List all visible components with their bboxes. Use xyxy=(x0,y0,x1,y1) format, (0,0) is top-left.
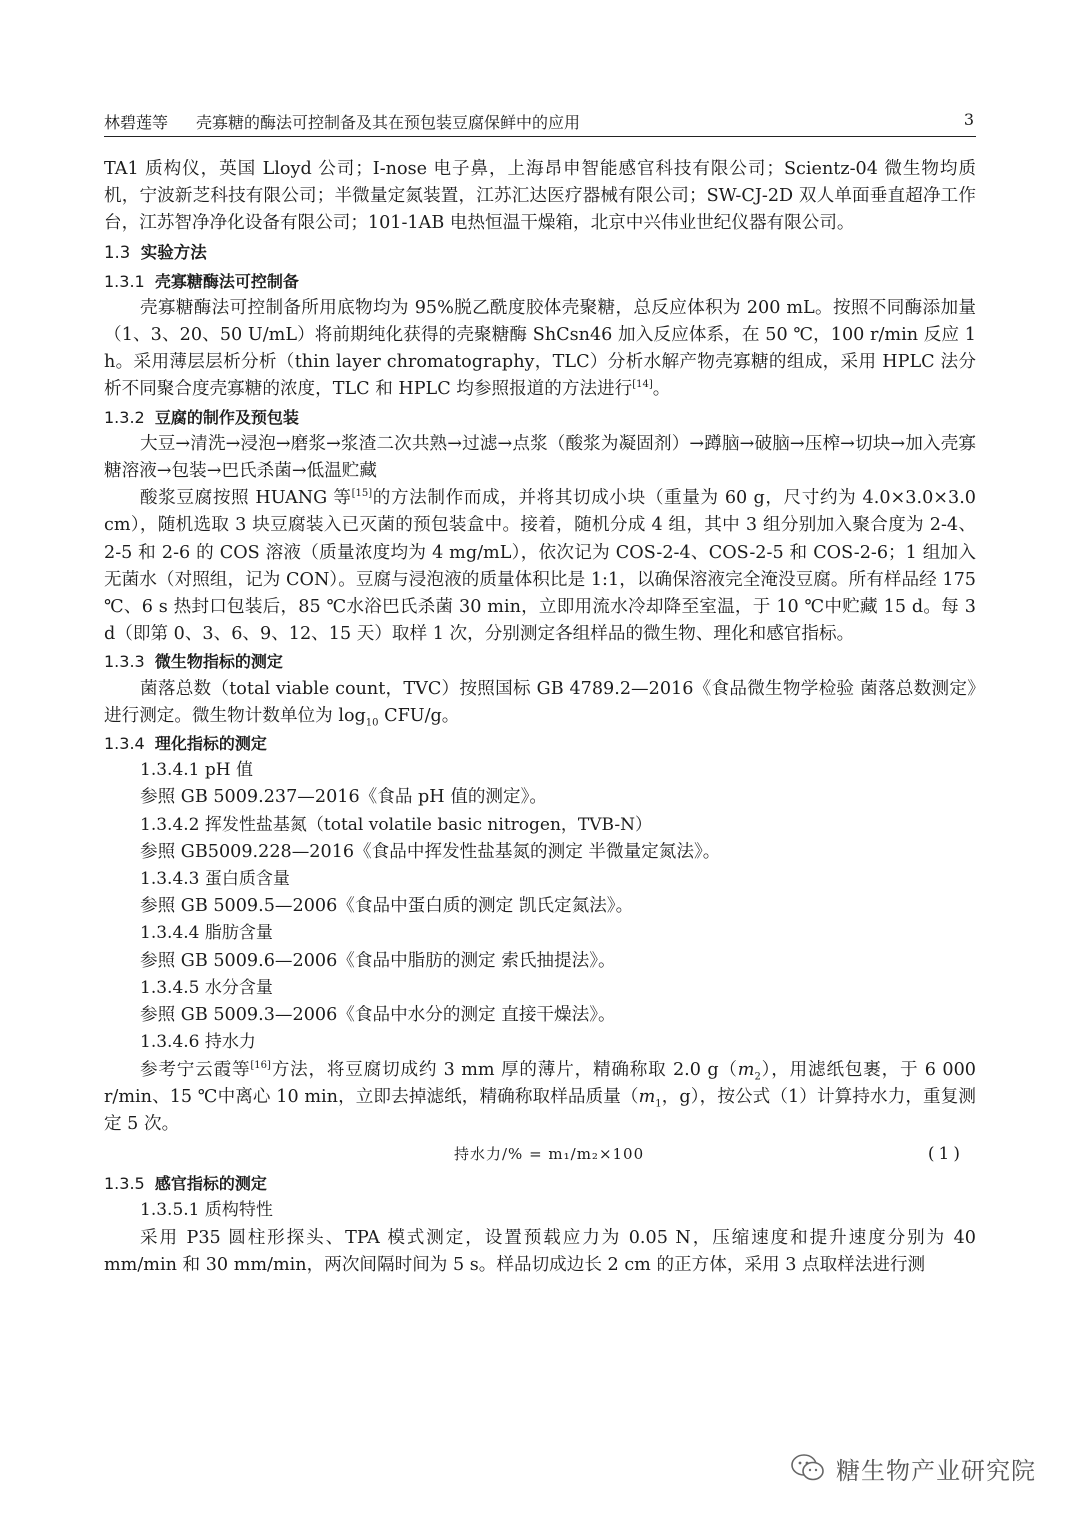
paragraph-text: 参考宁云霞等 xyxy=(140,1059,251,1080)
section-title: 豆腐的制作及预包装 xyxy=(154,407,299,427)
citation: [15] xyxy=(351,488,373,500)
method-reference: 参照 GB 5009.3—2006《食品中水分的测定 直接干燥法》。 xyxy=(140,1005,616,1026)
citation: [14] xyxy=(632,379,653,391)
subscript: 10 xyxy=(365,717,379,729)
wechat-icon xyxy=(790,1453,826,1483)
section-1-3-1-heading xyxy=(104,268,976,295)
texture-paragraph: 采用 P35 圆柱形探头、TPA 模式测定，设置预载应力为 0.05 N，压缩速度和提升速度分别为 40 mm/min 和 30 mm/min，两次间隔时间为 5 s。样品切成边长 2 cm 的正方体，采用 3 点取样法进行测 xyxy=(104,1227,976,1275)
paragraph-text: 方法，将豆腐切成约 3 mm 厚的薄片，精确称取 2.0 g（ xyxy=(270,1059,738,1080)
section-1-3-2-heading xyxy=(104,404,976,431)
running-header xyxy=(104,106,976,137)
page-body xyxy=(104,156,976,1279)
wechat-watermark xyxy=(790,1440,1036,1496)
method-reference: 参照 GB 5009.6—2006《食品中脂肪的测定 索氏抽提法》。 xyxy=(140,950,616,971)
subsection-heading: 1.3.5.1 质构特性 xyxy=(140,1200,273,1221)
method-reference: 参照 GB5009.228—2016《食品中挥发性盐基氮的测定 半微量定氮法》。 xyxy=(140,841,721,862)
subsection-heading: 1.3.4.2 挥发性盐基氮（total volatile basic nitrogen，TVB-N） xyxy=(140,814,652,835)
method-reference: 参照 GB 5009.5—2006《食品中蛋白质的测定 凯氏定氮法》。 xyxy=(140,896,634,917)
watermark-text: 糖生物产业研究院 xyxy=(836,1456,1036,1485)
cos-preparation-paragraph xyxy=(104,295,976,404)
equation-expression: 持水力/% = m₁/m₂×100 xyxy=(454,1145,645,1164)
variable: m xyxy=(737,1059,755,1080)
paragraph-text: 的方法制作而成，并将其切成小块（重量为 60 g，尺寸约为 4.0×3.0×3.0 cm），随机选取 3 块豆腐装入已灭菌的预包装盒中。接着，随机分成 4 组，其中 3 组分别加入聚合度为 2-4、2-5 和 2-6 的 COS 溶液（质量浓度均为 4 mg/mL），依次记为 COS-2-4、COS-2-5 和 COS-2-6；1 组加入无菌水（对照组，记为 CON）。豆腐与浸泡液的质量体积比是 1:1，以确保溶液完全淹没豆腐。所有样品经 175 ℃、6 s 热封口包装后，85 ℃水浴巴氏杀菌 30 min，立即用流水冷却降至室温，于 10 ℃中贮藏 15 d。每 3 d（即第 0、3、6、9、12、15 天）取样 1 次，分别测定各组样品的微生物、理化和感官指标。 xyxy=(104,488,976,645)
microbial-paragraph xyxy=(104,676,976,730)
instruments-paragraph: TA1 质构仪，英国 Lloyd 公司；I-nose 电子鼻，上海昂申智能感官科技有限公司；Scientz-04 微生物均质机，宁波新芝科技有限公司；半微量定氮装置，江苏汇达医疗器械有限公司；SW-CJ-2D 双人单面垂直超净工作台，江苏智净净化设备有限公司；101-1AB 电热恒温干燥箱，北京中兴伟业世纪仪器有限公司。 xyxy=(104,159,976,234)
section-title: 微生物指标的测定 xyxy=(154,652,283,672)
section-number: 1.3.4 xyxy=(104,734,145,754)
equation-number: (1) xyxy=(927,1144,964,1165)
subsection-heading: 1.3.4.4 脂肪含量 xyxy=(140,923,273,944)
paragraph-text: ，g），按公式（1）计算持水力，重复测定 5 次。 xyxy=(104,1086,976,1134)
water-holding-paragraph xyxy=(104,1057,976,1139)
paragraph-end: 。 xyxy=(652,379,671,400)
paragraph-text: ），用滤纸包裹，于 6 000 r/min、15 ℃中离心 10 min，立即去掉滤纸，精确称取样品质量（ xyxy=(104,1059,976,1107)
page-number: 3 xyxy=(963,110,974,129)
section-title: 理化指标的测定 xyxy=(154,734,267,754)
section-1-3-5-heading xyxy=(104,1170,976,1197)
section-title: 感官指标的测定 xyxy=(154,1174,267,1194)
section-1-3-heading xyxy=(104,238,976,268)
header-title: 壳寡糖的酶法可控制备及其在预包装豆腐保鲜中的应用 xyxy=(196,113,581,132)
subscript: 2 xyxy=(754,1071,761,1083)
section-title: 实验方法 xyxy=(140,242,207,262)
section-number: 1.3.5 xyxy=(104,1174,145,1194)
paragraph-end: CFU/g。 xyxy=(378,705,460,726)
paragraph-text: 菌落总数（total viable count，TVC）按照国标 GB 4789.2—2016《食品微生物学检验 菌落总数测定》进行测定。微生物计数单位为 log xyxy=(104,678,976,726)
citation: [16] xyxy=(250,1059,271,1071)
subscript: 1 xyxy=(655,1098,662,1110)
subsection-heading: 1.3.4.3 蛋白质含量 xyxy=(140,869,290,890)
section-title: 壳寡糖酶法可控制备 xyxy=(154,271,299,291)
subsection-heading: 1.3.4.5 水分含量 xyxy=(140,977,273,998)
section-1-3-4-heading xyxy=(104,730,976,757)
equation-1 xyxy=(104,1138,976,1170)
method-reference: 参照 GB 5009.237—2016《食品 pH 值的测定》。 xyxy=(140,787,548,808)
section-1-3-3-heading xyxy=(104,648,976,675)
paragraph-text: 酸浆豆腐按照 HUANG 等 xyxy=(140,488,352,509)
subsection-heading: 1.3.4.1 pH 值 xyxy=(140,760,253,781)
tofu-packaging-paragraph xyxy=(104,485,976,648)
section-number: 1.3.2 xyxy=(104,407,145,427)
paragraph-text: 壳寡糖酶法可控制备所用底物均为 95%脱乙酰度胶体壳聚糖，总反应体积为 200 mL。按照不同酶添加量（1、3、20、50 U/mL）将前期纯化获得的壳聚糖酶 ShCsn46 加入反应体系，在 50 ℃，100 r/min 反应 1 h。采用薄层层析分析（thin layer chromatography，TLC）分析水解产物壳寡糖的组成，采用 HPLC 法分析不同聚合度壳寡糖的浓度，TLC 和 HPLC 均参照报道的方法进行 xyxy=(104,297,976,400)
section-number: 1.3.3 xyxy=(104,652,145,672)
variable: m xyxy=(638,1086,656,1107)
header-authors: 林碧莲等 xyxy=(104,113,169,132)
section-number: 1.3 xyxy=(104,242,131,262)
subsection-heading: 1.3.4.6 持水力 xyxy=(140,1032,256,1053)
tofu-process-flow: 大豆→清洗→浸泡→磨浆→浆渣二次共熟→过滤→点浆（酸浆为凝固剂）→蹲脑→破脑→压榨→切块→加入壳寡糖溶液→包装→巴氏杀菌→低温贮藏 xyxy=(104,433,976,482)
section-number: 1.3.1 xyxy=(104,271,145,291)
